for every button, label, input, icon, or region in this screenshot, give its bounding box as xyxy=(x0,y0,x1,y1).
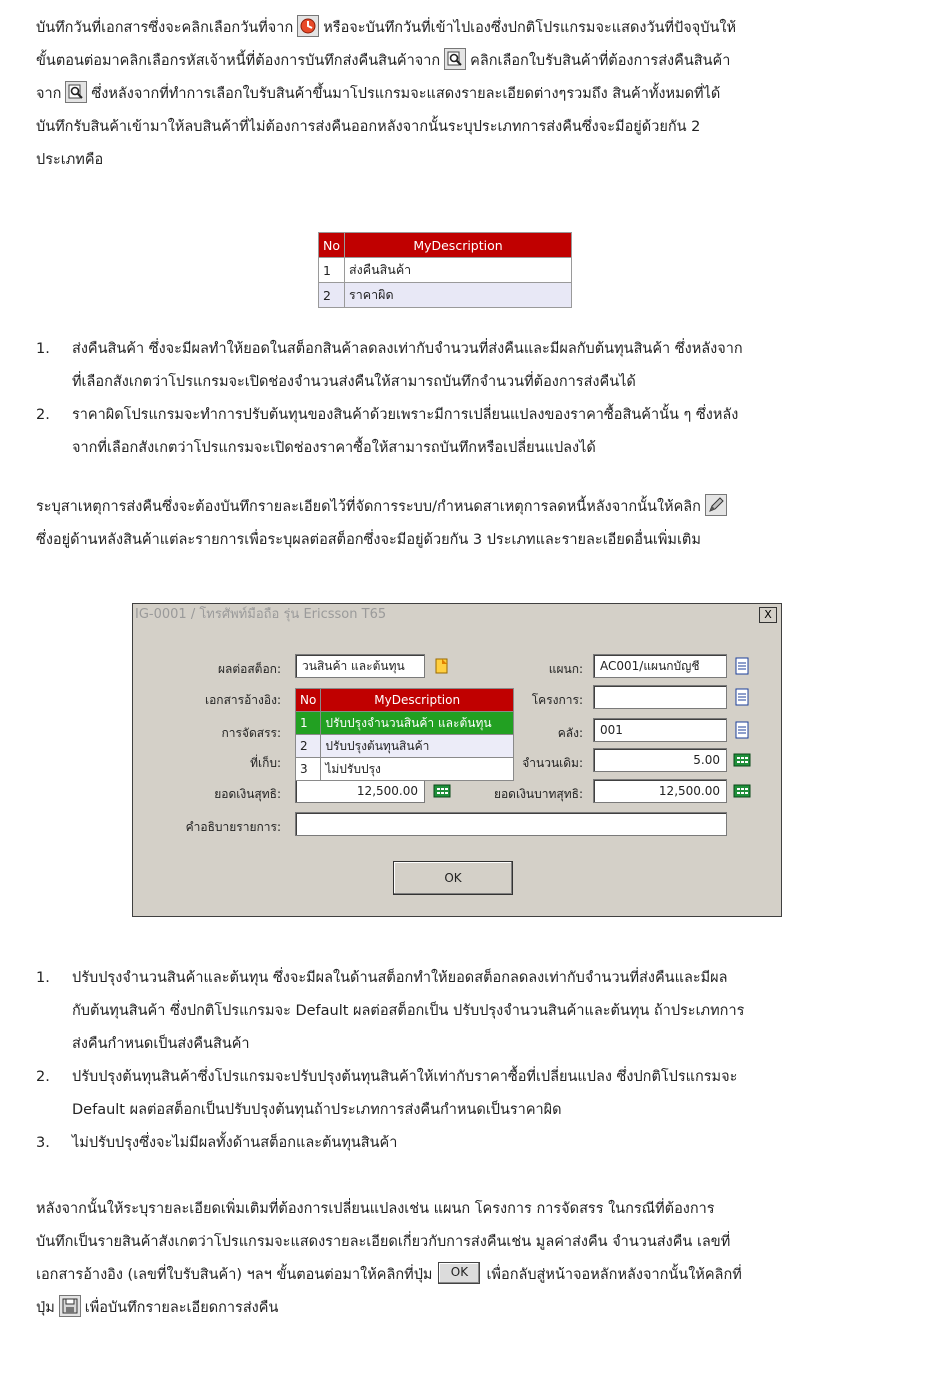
net-amount-field[interactable]: 12,500.00 xyxy=(295,779,425,803)
warehouse-label: คลัง: xyxy=(557,726,583,740)
option-no: 3 xyxy=(296,758,321,781)
project-label: โครงการ: xyxy=(531,693,583,707)
intro-text: หรือจะบันทึกวันที่เข้าไปเองซึ่งปกติโปรแกรมจะแสดงวันที่ปัจจุบันให้ xyxy=(323,20,737,36)
list-text: Default ผลต่อสต็อกเป็นปรับปรุงต้นทุนถ้าประเภทการส่งคืนกำหนดเป็นราคาผิด xyxy=(72,1102,562,1118)
outro-text: เพื่อบันทึกรายละเอียดการส่งคืน xyxy=(84,1300,279,1316)
intro-text: ซึ่งหลังจากที่ทำการเลือกใบรับสินค้าขึ้นมาโปรแกรมจะแสดงรายละเอียดต่างๆรวมถึง สินค้าทั้งหมดที่ได้ xyxy=(91,86,721,102)
list-item xyxy=(36,333,916,399)
stock-effect-list xyxy=(36,962,916,1160)
intro-paragraph xyxy=(36,12,916,177)
list-text: กับต้นทุนสินค้า ซึ่งปกติโปรแกรมจะ Default ผลต่อสต็อกเป็น ปรับปรุงจำนวนสินค้าและต้นทุน ถ้าประเภทการ xyxy=(72,1003,745,1019)
list-item xyxy=(36,399,916,465)
save-disk-icon[interactable] xyxy=(59,1295,81,1317)
search-lookup-icon[interactable] xyxy=(444,48,466,70)
return-type-list xyxy=(36,333,916,465)
table-row[interactable] xyxy=(319,258,572,283)
project-field[interactable] xyxy=(593,685,727,709)
intro-text: จาก xyxy=(36,86,62,102)
added-qty-label: จำนวนเดิม: xyxy=(522,756,583,770)
option-desc: ไม่ปรับปรุง xyxy=(321,758,514,781)
calculator-icon[interactable] xyxy=(433,782,451,800)
option-no: 1 xyxy=(296,712,321,735)
dropdown-option[interactable] xyxy=(296,735,514,758)
row-no: 2 xyxy=(319,283,345,308)
list-item xyxy=(36,1127,916,1160)
search-lookup-icon[interactable] xyxy=(65,81,87,103)
intro-text: บันทึกวันที่เอกสารซึ่งจะคลิกเลือกวันที่จาก xyxy=(36,20,294,36)
added-qty-field[interactable]: 5.00 xyxy=(593,748,727,772)
reason-paragraph xyxy=(36,491,916,557)
edit-pencil-icon[interactable] xyxy=(705,494,727,516)
outro-text: หลังจากนั้นให้ระบุรายละเอียดเพิ่มเติมที่ต้องการเปลี่ยนแปลงเช่น แผนก โครงการ การจัดสรร ในกรณีที่ต้องการ xyxy=(36,1201,715,1217)
stock-effect-dropdown[interactable] xyxy=(295,688,514,781)
outro-text: ปุ่ม xyxy=(36,1300,55,1316)
intro-text: ประเภทคือ xyxy=(36,152,104,168)
list-number: 2. xyxy=(36,407,50,423)
list-text: ปรับปรุงจำนวนสินค้าและต้นทุน ซึ่งจะมีผลในด้านสต็อกทำให้ยอดสต็อกลดลงเท่ากับจำนวนที่ส่งคืนและมีผล xyxy=(72,970,728,986)
dropdown-option[interactable] xyxy=(296,758,514,781)
col-no-header: No xyxy=(319,233,345,258)
intro-text: บันทึกรับสินค้าเข้ามาให้ลบสินค้าที่ไม่ต้องการส่งคืนออกหลังจากนั้นระบุประเภทการส่งคืนซึ่งจะมีอยู่ด้วยกัน 2 xyxy=(36,119,701,135)
ok-button-reference[interactable]: OK xyxy=(438,1262,480,1284)
list-number: 3. xyxy=(36,1135,50,1151)
calculator-icon[interactable] xyxy=(733,782,751,800)
stock-effect-field[interactable]: วนสินค้า และต้นทุน xyxy=(295,654,425,678)
reason-text: ซึ่งอยู่ด้านหลังสินค้าแต่ละรายการเพื่อระบุผลต่อสต็อกซึ่งจะมีอยู่ด้วยกัน 3 ประเภทและรายละเอียดอื่นเพิ่มเติม xyxy=(36,532,701,548)
outro-text: เอกสารอ้างอิง (เลขที่ใบรับสินค้า) ฯลฯ ขั้นตอนต่อมาให้คลิกที่ปุ่ม xyxy=(36,1267,433,1283)
net-baht-label: ยอดเงินบาทสุทธิ: xyxy=(493,787,583,801)
outro-paragraph xyxy=(36,1193,916,1325)
list-item xyxy=(36,1061,916,1127)
ref-doc-label: เอกสารอ้างอิง: xyxy=(205,693,281,707)
stock-effect-dialog xyxy=(132,603,782,917)
list-text: ไม่ปรับปรุงซึ่งจะไม่มีผลทั้งด้านสต็อกและต้นทุนสินค้า xyxy=(72,1135,398,1151)
list-number: 1. xyxy=(36,341,50,357)
description-label: คำอธิบายรายการ: xyxy=(185,820,281,834)
row-desc: ราคาผิด xyxy=(345,283,572,308)
net-amount-label: ยอดเงินสุทธิ: xyxy=(214,787,281,801)
lookup-doc-icon[interactable] xyxy=(733,657,751,675)
outro-text: บันทึกเป็นรายสินค้าสังเกตว่าโปรแกรมจะแสดงรายละเอียดเกี่ยวกับการส่งคืนเช่น มูลค่าส่งคืน จำนวนส่งคืน เลขที่ xyxy=(36,1234,731,1250)
intro-text: ขั้นตอนต่อมาคลิกเลือกรหัสเจ้าหนี้ที่ต้องการบันทึกส่งคืนสินค้าจาก xyxy=(36,53,441,69)
net-baht-field[interactable]: 12,500.00 xyxy=(593,779,727,803)
allocation-label: การจัดสรร: xyxy=(221,726,281,740)
dropdown-header xyxy=(296,689,514,712)
dialog-title: IG-0001 / โทรศัพท์มือถือ รุ่น Ericsson T65 xyxy=(135,607,387,622)
list-item xyxy=(36,962,916,1061)
calculator-icon[interactable] xyxy=(733,751,751,769)
close-button[interactable]: X xyxy=(759,607,777,623)
option-desc: ปรับปรุงจำนวนสินค้า และต้นทุน xyxy=(321,712,514,735)
lookup-doc-icon[interactable] xyxy=(733,721,751,739)
option-desc: ปรับปรุงต้นทุนสินค้า xyxy=(321,735,514,758)
warehouse-field[interactable]: 001 xyxy=(593,718,727,742)
list-text: ที่เลือกสังเกตว่าโปรแกรมจะเปิดช่องจำนวนส่งคืนให้สามารถบันทึกจำนวนที่ต้องการส่งคืนได้ xyxy=(72,374,636,390)
dropdown-note-icon[interactable] xyxy=(433,657,451,675)
option-no: 2 xyxy=(296,735,321,758)
ok-button[interactable]: OK xyxy=(393,861,513,895)
row-desc: ส่งคืนสินค้า xyxy=(345,258,572,283)
description-field[interactable] xyxy=(295,812,727,836)
dropdown-option[interactable] xyxy=(296,712,514,735)
col-desc-header: MyDescription xyxy=(321,689,514,712)
calendar-icon[interactable] xyxy=(297,15,319,37)
col-desc-header: MyDescription xyxy=(345,233,572,258)
table-header xyxy=(319,233,572,258)
intro-text: คลิกเลือกใบรับสินค้าที่ต้องการส่งคืนสินค้า xyxy=(470,53,731,69)
list-text: ราคาผิดโปรแกรมจะทำการปรับต้นทุนของสินค้าด้วยเพราะมีการเปลี่ยนแปลงของราคาซื้อสินค้านั้น ๆ ซึ่งหลัง xyxy=(72,407,739,423)
col-no-header: No xyxy=(296,689,321,712)
row-no: 1 xyxy=(319,258,345,283)
reason-text: ระบุสาเหตุการส่งคืนซึ่งจะต้องบันทึกรายละเอียดไว้ที่จัดการระบบ/กำหนดสาเหตุการลดหนี้หลังจากนั้นให้คลิก xyxy=(36,499,701,515)
outro-text: เพื่อกลับสู่หน้าจอหลักหลังจากนั้นให้คลิกที่ xyxy=(486,1267,742,1283)
return-type-table xyxy=(318,232,572,308)
location-label: ที่เก็บ: xyxy=(250,756,281,770)
list-text: ปรับปรุงต้นทุนสินค้าซึ่งโปรแกรมจะปรับปรุงต้นทุนสินค้าให้เท่ากับราคาซื้อที่เปลี่ยนแปลง ซึ่งปกติโปรแกรมจะ xyxy=(72,1069,738,1085)
department-field[interactable]: AC001/แผนกบัญชี xyxy=(593,654,727,678)
stock-effect-label: ผลต่อสต็อก: xyxy=(217,662,281,676)
list-text: จากที่เลือกสังเกตว่าโปรแกรมจะเปิดช่องราคาซื้อให้สามารถบันทึกหรือเปลี่ยนแปลงได้ xyxy=(72,440,596,456)
list-text: ส่งคืนสินค้า ซึ่งจะมีผลทำให้ยอดในสต็อกสินค้าลดลงเท่ากับจำนวนที่ส่งคืนและมีผลกับต้นทุนสินค้า ซึ่งหลังจาก xyxy=(72,341,743,357)
list-number: 1. xyxy=(36,970,50,986)
list-text: ส่งคืนกำหนดเป็นส่งคืนสินค้า xyxy=(72,1036,250,1052)
lookup-doc-icon[interactable] xyxy=(733,688,751,706)
table-row[interactable] xyxy=(319,283,572,308)
department-label: แผนก: xyxy=(548,662,583,676)
list-number: 2. xyxy=(36,1069,50,1085)
